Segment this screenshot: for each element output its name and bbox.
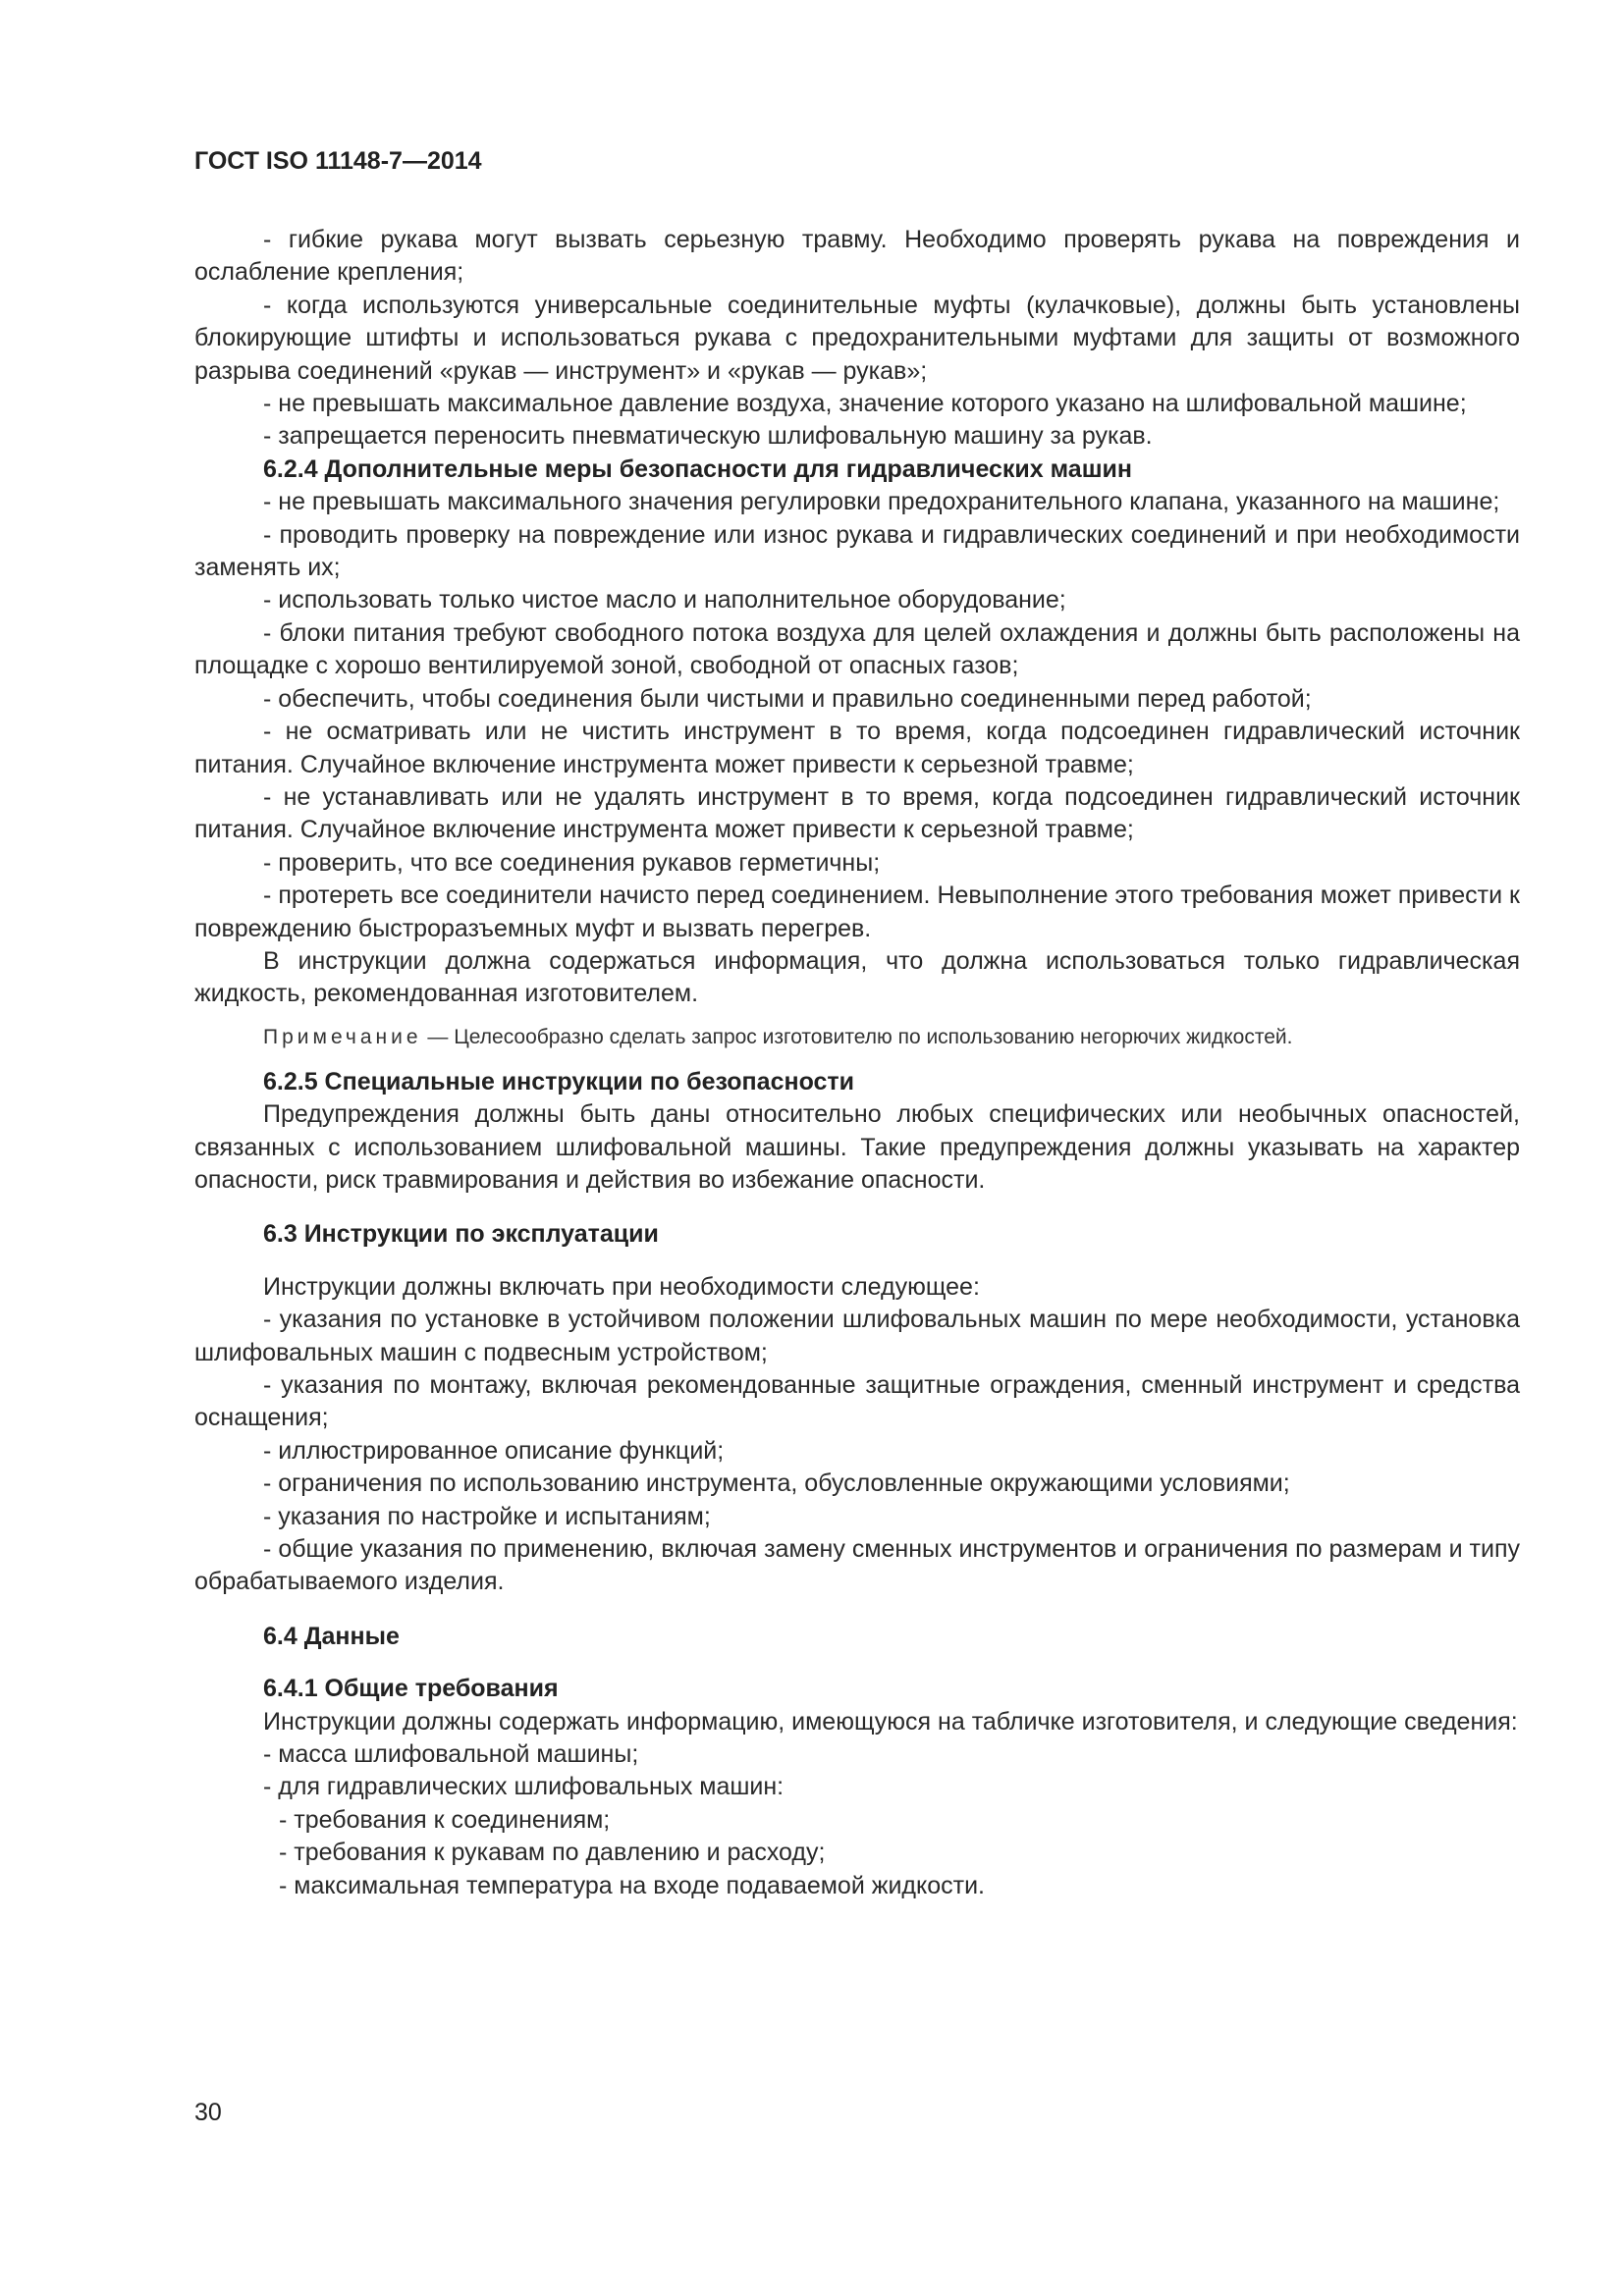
section-heading-6-3: 6.3 Инструкции по эксплуатации (263, 1220, 659, 1249)
list-item: - масса шлифовальной машины; (263, 1740, 639, 1769)
section-heading-6-4-1: 6.4.1 Общие требования (263, 1675, 559, 1703)
document-body (194, 224, 1520, 1902)
paragraph: - проверить, что все соединения рукавов герметичны; (263, 848, 881, 877)
section-heading-6-2-5: 6.2.5 Специальные инструкции по безопасности (263, 1067, 855, 1095)
section-heading-6-4: 6.4 Данные (263, 1622, 400, 1650)
paragraph: Инструкции должны содержать информацию, имеющуюся на табличке изготовителя, и следующие сведения: (263, 1707, 1518, 1735)
paragraph: - указания по монтажу, включая рекомендованные защитные ограждения, сменный инструмент и средства оснащения; (194, 1371, 1520, 1432)
paragraph: - не устанавливать или не удалять инструмент в то время, когда подсоединен гидравлический источник питания. Случайное включение инструмента может привести к серьезной травме; (194, 782, 1520, 844)
paragraph: - иллюстрированное описание функций; (263, 1436, 725, 1465)
list-item: - максимальная температура на входе подаваемой жидкости. (279, 1871, 986, 1899)
note-label: Примечание (263, 1025, 422, 1048)
paragraph: - проводить проверку на повреждение или износ рукава и гидравлических соединений и при необходимости заменять их; (194, 520, 1520, 582)
paragraph: - использовать только чистое масло и наполнительное оборудование; (263, 586, 1066, 614)
note (194, 1023, 1520, 1052)
paragraph: - блоки питания требуют свободного потока воздуха для целей охлаждения и должны быть расположены на площадке с хорошо вентилируемой зоной, свободной от опасных газов; (194, 618, 1520, 680)
list-item: - для гидравлических шлифовальных машин: (263, 1773, 785, 1801)
paragraph: - не осматривать или не чистить инструмент в то время, когда подсоединен гидравлический источник питания. Случайное включение инструмента может привести к серьезной травме; (194, 718, 1520, 778)
paragraph: Инструкции должны включать при необходимости следующее: (263, 1272, 980, 1301)
paragraph: В инструкции должна содержаться информация, что должна использоваться только гидравлическая жидкость, рекомендованная изготовителем. (194, 946, 1520, 1008)
paragraph: - не превышать максимальное давление воздуха, значение которого указано на шлифовальной машине; (263, 390, 1467, 418)
list-item: - требования к соединениям; (279, 1805, 611, 1834)
paragraph: - не превышать максимального значения регулировки предохранительного клапана, указанного на машине; (263, 488, 1500, 516)
paragraph: - указания по установке в устойчивом положении шлифовальных машин по мере необходимости, установка шлифовальных машин с подвесным устройством; (194, 1306, 1520, 1366)
page-number: 30 (194, 2099, 222, 2126)
note-text: — Целесообразно сделать запрос изготовителю по использованию негорючих жидкостей. (427, 1025, 1293, 1048)
list-item: - требования к рукавам по давлению и расходу; (279, 1839, 826, 1867)
paragraph: - когда используются универсальные соединительные муфты (кулачковые), должны быть установлены блокирующие штифты и использоваться рукава с предохранительными муфтами для защиты от возможного разрыва соединений «рукав — инструмент» и «рукав — рукав»; (194, 291, 1520, 385)
paragraph: - ограничения по использованию инструмента, обусловленные окружающими условиями; (263, 1469, 1290, 1498)
document-header: ГОСТ ISO 11148-7—2014 (194, 147, 482, 175)
paragraph: - гибкие рукава могут вызвать серьезную травму. Необходимо проверять рукава на повреждения и ослабление крепления; (194, 226, 1520, 287)
section-heading-6-2-4: 6.2.4 Дополнительные меры безопасности для гидравлических машин (263, 454, 1133, 483)
paragraph: - указания по настройке и испытаниям; (263, 1502, 711, 1530)
paragraph: - протереть все соединители начисто перед соединением. Невыполнение этого требования может привести к повреждению быстроразъемных муфт и вызвать перегрев. (194, 881, 1520, 942)
paragraph: Предупреждения должны быть даны относительно любых специфических или необычных опасностей, связанных с использованием шлифовальной машины. Такие предупреждения должны указывать на характер опасности, риск травмирования и действия во избежание опасности. (194, 1100, 1520, 1194)
paragraph: - обеспечить, чтобы соединения были чистыми и правильно соединенными перед работой; (263, 684, 1312, 713)
paragraph: - общие указания по применению, включая замену сменных инструментов и ограничения по размерам и типу обрабатываемого изделия. (194, 1535, 1520, 1596)
paragraph: - запрещается переносить пневматическую шлифовальную машину за рукав. (263, 422, 1153, 451)
